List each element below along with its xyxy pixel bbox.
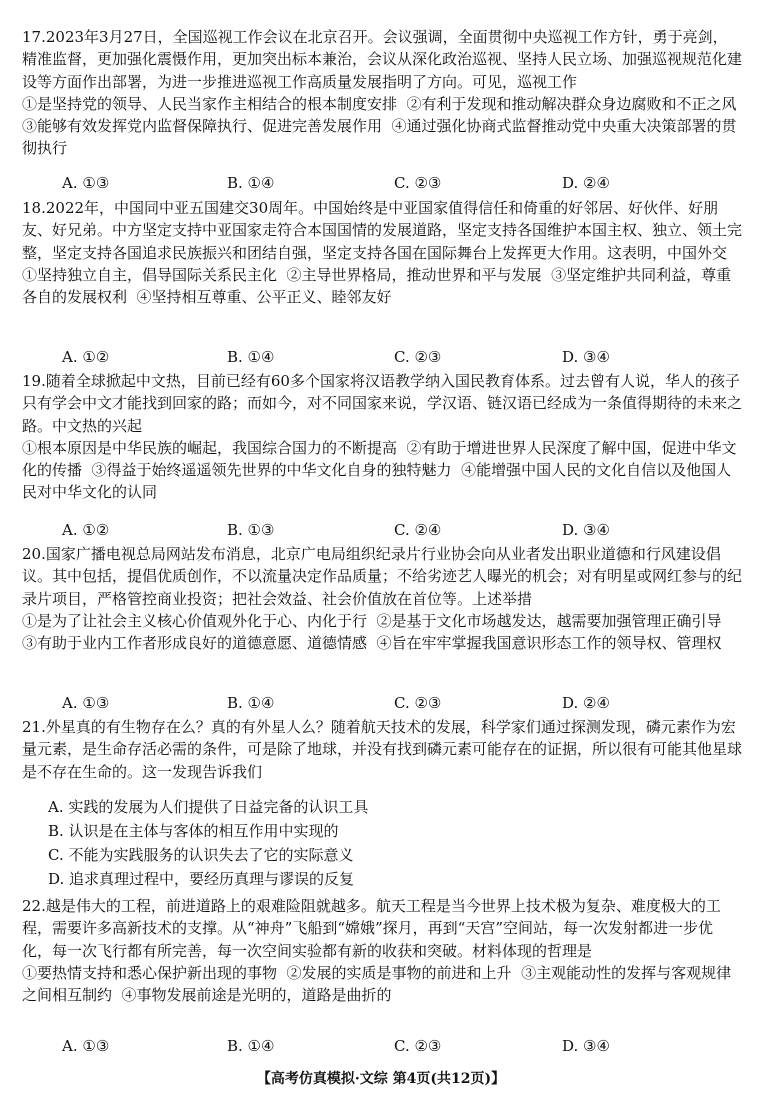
option-c: C. 不能为实践服务的认识失去了它的实际意义 — [48, 846, 354, 864]
option-d: D. ③④ — [562, 521, 610, 539]
question-21-stem: 21.外星真的有生物存在么？真的有外星人么？随着航天技术的发展，科学家们通过探测发现，磷元素作为宏量元素，是生命存活必需的条件，可是除了地球，并没有找到磷元素可能存在的证据，所以很有可能其他星球是不存在生命的。这一发现告诉我们 — [22, 718, 743, 781]
question-17-options — [22, 172, 742, 194]
option-d: D. ②④ — [562, 174, 610, 192]
option-a: A. ①③ — [62, 174, 110, 192]
option-d: D. ③④ — [562, 1037, 610, 1055]
option-a: A. 实践的发展为人们提供了日益完备的认识工具 — [48, 798, 369, 816]
option-c: C. ②③ — [394, 694, 442, 712]
question-22-stem: 22.越是伟大的工程，前进道路上的艰难险阻就越多。航天工程是当今世界上技术极为复杂、难度极大的工程，需要许多高新技术的支撑。从“神舟”飞船到“嫦娥”探月，再到“天宫”空间站，每一次发射都进一步优化，每一次飞行都有所完善，每一次空间实验都有新的收获和突破。材料体现的哲理是 ①要热情支持和悉心保护新出现的事物 ②发展的实质是事物的前进和上升 ③主观能动性的发挥与客观规律之间相互制约 ④事物发展前途是光明的，道路是曲折的 — [22, 897, 732, 1005]
option-d: D. 追求真理过程中，要经历真理与谬误的反复 — [48, 870, 355, 888]
question-19-options — [22, 519, 742, 541]
option-b: B. ①④ — [227, 694, 275, 712]
option-b: B. ①③ — [227, 521, 275, 539]
option-a: A. ①③ — [62, 1037, 110, 1055]
option-d: D. ②④ — [562, 694, 610, 712]
question-20-options — [22, 692, 742, 714]
question-18-stem: 18.2022年，中国同中亚五国建交30周年。中国始终是中亚国家值得信任和倚重的好邻居、好伙伴、好朋友、好兄弟。中方坚定支持中亚国家走符合本国国情的发展道路，坚定支持各国维护本国主权、独立、领土完整，坚定支持各国追求民族振兴和团结自强，坚定支持各国在国际舞台上发挥更大作用。这表明，中国外交 ①坚持独立自主，倡导国际关系民主化 ②主导世界格局，推动世界和平与发展 ③坚定维护共同利益，尊重各自的发展权利 ④坚持相互尊重、公平正义、睦邻友好 — [22, 199, 743, 307]
option-b: B. ①④ — [227, 174, 275, 192]
question-22-options — [22, 1035, 742, 1057]
question-18-options — [22, 346, 742, 368]
option-d: D. ③④ — [562, 348, 610, 366]
option-c: C. ②③ — [394, 174, 442, 192]
question-20-stem: 20.国家广播电视总局网站发布消息，北京广电局组织纪录片行业协会向从业者发出职业道德和行风建设倡议。其中包括，提倡优质创作，不以流量决定作品质量；不给劣迹艺人曝光的机会；对有明星或网红参与的纪录片项目，严格管控商业投资；把社会效益、社会价值放在首位等。上述举措 ①是为了让社会主义核心价值观外化于心、内化于行 ②是基于文化市场越发达，越需要加强管理正确引导 ③有助于业内工作者形成良好的道德意愿、道德情感 ④旨在牢牢掌握我国意识形态工作的领导权、管理权 — [22, 545, 743, 653]
option-c: C. ②③ — [394, 1037, 442, 1055]
question-19-stem: 19.随着全球掀起中文热，目前已经有60多个国家将汉语教学纳入国民教育体系。过去曾有人说，华人的孩子只有学会中文才能找到回家的路；而如今，对不同国家来说，学汉语、链汉语已经成为一条值得期待的未来之路。中文热的兴起 ①根本原因是中华民族的崛起，我国综合国力的不断提高 ②有助于增进世界人民深度了解中国，促进中华文化的传播 ③得益于始终遥遥领先世界的中华文化自身的独特魅力 ④能增强中国人民的文化自信以及他国人民对中华文化的认同 — [22, 372, 743, 502]
option-c: C. ②③ — [394, 348, 442, 366]
option-a: A. ①② — [62, 348, 110, 366]
page-footer: 【高考仿真模拟·文综 第4页(共12页)】 — [256, 1071, 506, 1087]
option-c: C. ②④ — [394, 521, 442, 539]
option-b: B. 认识是在主体与客体的相互作用中实现的 — [48, 822, 339, 840]
option-a: A. ①② — [62, 521, 110, 539]
option-a: A. ①③ — [62, 694, 110, 712]
option-b: B. ①④ — [227, 348, 275, 366]
option-b: B. ①④ — [227, 1037, 275, 1055]
question-17-stem: 17.2023年3月27日，全国巡视工作会议在北京召开。会议强调，全面贯彻中央巡视工作方针，勇于亮剑，精准监督，更加强化震慑作用，更加突出标本兼治，会议从深化政治巡视、坚持人民立场、加强巡视规范化建设等方面作出部署，为进一步推进巡视工作高质量发展指明了方向。可见，巡视工作 ①是坚持党的领导、人民当家作主相结合的根本制度安排 ②有利于发现和推动解决群众身边腐败和不正之风 ③能够有效发挥党内监督保障执行、促进完善发展作用 ④通过强化协商式监督推动党中央重大决策部署的贯彻执行 — [22, 28, 743, 158]
